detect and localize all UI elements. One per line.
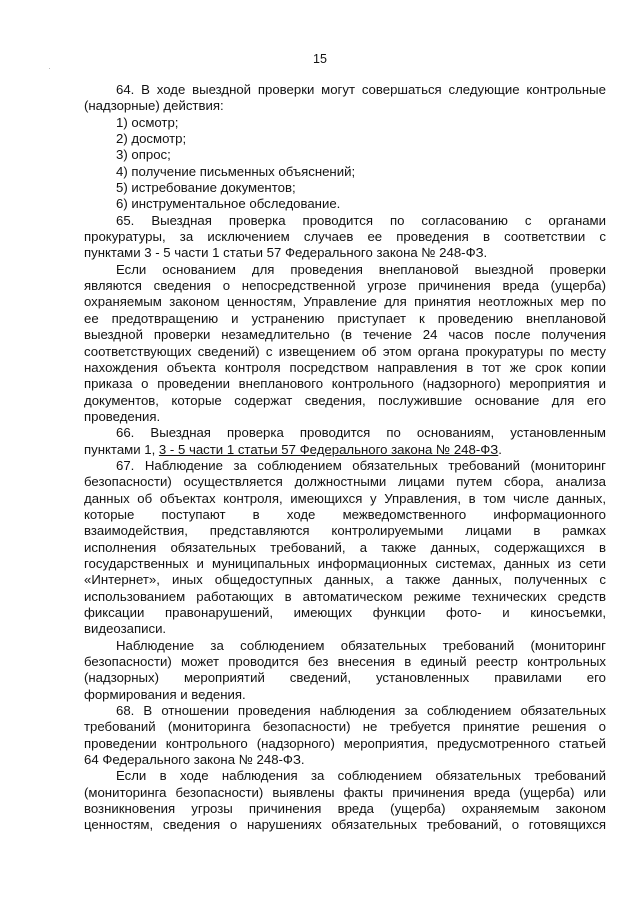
text-line: 6) инструментальное обследование.	[116, 196, 341, 212]
text-line: 64. В ходе выездной проверки могут совершаться следующие контрольные	[116, 82, 606, 97]
text-line: 64 Федерального закона № 248-ФЗ.	[84, 752, 305, 768]
text-line: 65. Выездная проверка проводится по согласованию с органами	[116, 212, 606, 228]
text-line: взаимодействия, представляются контролируемыми лицами в рамках	[84, 523, 606, 539]
text-line: выездной проверки незамедлительно (в течение 24 часов после получения	[84, 327, 606, 343]
page-number: 15	[313, 52, 327, 66]
text-line: 5) истребование документов;	[116, 180, 296, 196]
text-line: данных об объектах контроля, имеющихся у Управления, в том числе данных,	[84, 490, 606, 506]
text-line: исполнения обязательных требований, а также данных, содержащихся в	[84, 539, 606, 555]
text-line: видеозаписи.	[84, 621, 167, 637]
text-line: 2) досмотр;	[116, 131, 187, 147]
text-line: безопасности) может проводится без внесения в единый реестр контрольных	[84, 654, 606, 670]
text-line: возникновения угрозы причинения вреда (ущерба) охраняемым законом	[84, 801, 606, 817]
text-line: пунктами 1, 3 - 5 части 1 статьи 57 Федерального закона № 248-ФЗ.	[84, 441, 502, 457]
text-line: (надзорные) действия:	[84, 98, 224, 114]
text-line: (надзорных) мероприятий сведений, установленных правилами его	[84, 670, 606, 686]
text-line: «Интернет», иных общедоступных данных, а также данных, полученных с	[84, 572, 606, 588]
text-line: документов, которые содержат сведения, послужившие основание для его	[84, 392, 606, 408]
text-line: прокуратуры, за исключением случаев ее проведения в соответствии с	[84, 229, 606, 245]
text-line: проведении контрольного (надзорного) мероприятия, предусмотренного статьей	[84, 735, 606, 751]
text-line: (мониторинга безопасности) выявлены факты причинения вреда (ущерба) или	[84, 784, 606, 800]
text-line: 68. В отношении проведения наблюдения за соблюдением обязательных	[116, 703, 606, 719]
document-body	[84, 82, 606, 834]
text-line: фиксации правонарушений, имеющих функции фото- и киносъемки,	[84, 605, 606, 620]
text-line: 3) опрос;	[116, 147, 171, 163]
text-line: 67. Наблюдение за соблюдением обязательных требований (мониторинг	[116, 457, 606, 473]
text-line: приказа о проведении внепланового контрольного (надзорного) мероприятия и	[84, 376, 606, 392]
text-line: 4) получение письменных объяснений;	[116, 163, 356, 179]
text-line: Если в ходе наблюдения за соблюдением обязательных требований	[116, 768, 606, 784]
scan-artifact-dot	[49, 68, 50, 69]
text-line: охраняемым законом ценностям, Управление для принятия неотложных мер по	[84, 294, 606, 310]
text-line: которые поступают в ходе межведомственного информационного	[84, 506, 606, 522]
text-line: государственных и муниципальных информационных системах, данных из сети	[84, 555, 606, 571]
text-line: соответствующих сведений) с извещением об этом органа прокуратуры по месту	[84, 343, 606, 359]
text-line: 66. Выездная проверка проводится по основаниям, установленным	[116, 425, 606, 441]
text-line: ценностям, сведения о нарушениях обязательных требований, о готовящихся	[84, 817, 606, 833]
text-line: Если основанием для проведения внеплановой выездной проверки	[116, 261, 606, 277]
text-line: Наблюдение за соблюдением обязательных требований (мониторинг	[116, 637, 606, 653]
text-line: использованием работающих в автоматическом режиме технических средств	[84, 588, 606, 604]
text-line: 1) осмотр;	[116, 114, 179, 130]
text-line: пунктами 3 - 5 части 1 статьи 57 Федерального закона № 248-ФЗ.	[84, 245, 488, 261]
text-line: формирования и ведения.	[84, 686, 246, 702]
text-line: ее предотвращению и устранению приступает к проведению внеплановой	[84, 310, 606, 326]
text-line: требований (мониторинга безопасности) не требуется принятие решения о	[84, 719, 606, 735]
text-line: являются сведения о непосредственной угрозе причинения вреда (ущерба)	[84, 278, 606, 294]
underlined-law-reference: 3 - 5 части 1 статьи 57 Федерального закона № 248-ФЗ	[158, 441, 499, 457]
text-line: безопасности) осуществляется должностными лицами путем сбора, анализа	[84, 474, 606, 490]
text-line: проведения.	[84, 408, 161, 424]
text-line: нахождения объекта контроля посредством направления в тот же срок копии	[84, 359, 606, 375]
